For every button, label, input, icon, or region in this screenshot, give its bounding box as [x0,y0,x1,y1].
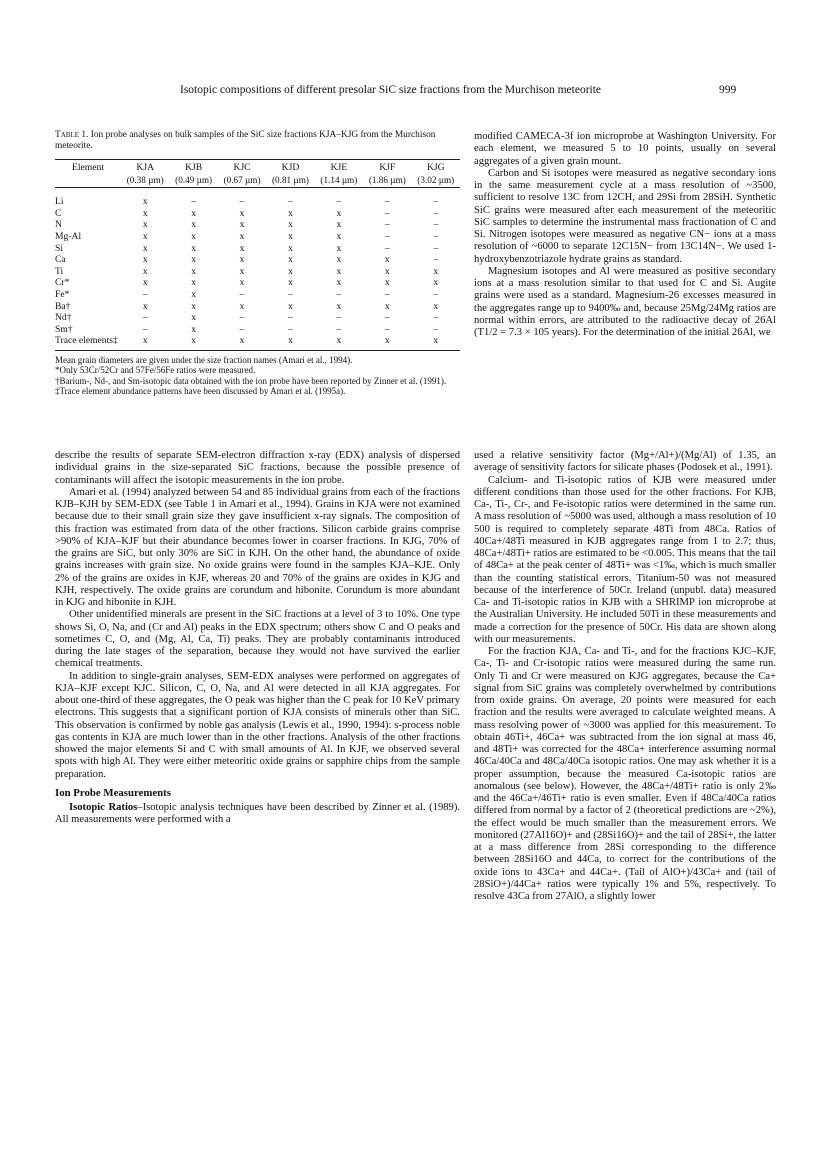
running-head [0,84,829,98]
table-cell: x [266,335,314,350]
table-cell: x [191,254,197,266]
col-kjc: KJC [218,160,266,175]
running-title: Isotopic compositions of different presolar SiC size fractions from the Murchison meteorite [180,84,602,96]
table-1 [55,130,460,396]
table-cell: x [121,335,169,350]
table-cell: – [384,231,390,243]
table-cell: x [142,254,148,266]
table-cell: x [288,207,293,219]
paragraph: For the fraction KJA, Ca- and Ti-, and for the fractions KJC–KJF, Ca-, Ti- and Cr-isotopic ratios were measured during the same run. Only Ti and Cr were measured on KJG aggregates, because the Ca+ signal from SiC grains was completely overwhelmed by contributions from oxide grains. On average, 20 points were measured for each fraction and the results were averaged to calculate weighted means. A mass resolving power of ~3000 was applied for this measurement. To obtain 46Ti+, 46Ca+ was subtracted from the ion signal at mass 46, and 48Ti+ was corrected for the 48Ca+ interference assuming normal 46Ca/40Ca and 48Ca/40Ca isotopic ratios. One may ask whether it is a proper assumption, because the measured Ca-isotopic ratios are anomalous (see below). However, the 48Ca+/48Ti+ ratio is only 2‰ and the 46Ca+/46Ti+ ratio is even smaller. Even if 48Ca/40Ca ratios differed from normal by a factor of 2 (theoretical predictions are ~2%), the effect would be much smaller than the measurement errors. We monitored (27Al16O)+ and (28Si16O)+ and the tail of 28Si+, the latter at a mass difference from 28Si corresponding to the difference between 28Si16O and 44Ca, to correct for the contributions of the oxide ions to 43Ca+ and 44Ca+. (Tail of AlO+)/43Ca+ and (tail of 28SiO+)/44Ca+ ratios were typically 1% and 5%, respectively. To resolve 43Ca from 27AlO, a slightly lower [474,646,776,902]
table-cell: – [142,323,148,335]
col-kjg: KJG [412,160,460,175]
table-cell: x [191,207,197,219]
table-row [55,289,460,301]
table-cell: – [384,289,390,301]
table-cell: x [288,265,293,277]
col-kjb: KJB [169,160,217,175]
paragraph-text: –Isotopic analysis techniques have been described by Zinner et al. (1989). All measurements were performed with a [55,802,461,826]
table-cell: – [288,196,293,208]
table-cell: – [384,219,390,231]
col-size: (0.81 µm) [266,174,314,188]
table-cell: x [384,265,390,277]
col-size: (1.14 µm) [315,174,363,188]
table-cell: x [288,231,293,243]
row-element: C [55,207,62,219]
col-kja: KJA [121,160,169,175]
right-column-top [474,131,776,339]
table-row [55,231,460,243]
col-size: (0.67 µm) [218,174,266,188]
section-heading: Ion Probe Measurements [55,786,171,799]
table-row [55,254,460,266]
table-row [55,242,460,254]
table-cell: x [336,219,342,231]
paragraph [55,802,460,827]
table-cell: – [433,196,439,208]
table-cell: x [433,265,439,277]
table-cell: x [191,219,197,231]
table-cell: – [384,323,390,335]
left-column [55,450,460,827]
table-cell: x [336,277,342,289]
table-cell: x [191,265,197,277]
table-cell: x [239,265,245,277]
table-cell: x [142,242,148,254]
table-cell: x [191,289,197,301]
paragraph: Magnesium isotopes and Al were measured as positive secondary ions at a mass resolution similar to that used for C and Si. Augite grains were used as a standard. Magnesium-26 excesses measured in the aggregates range up to 9400‰ and, because 25Mg/24Mg ratios are normal within errors, are attributed to the radioactive decay of 26Al (T1/2 = 7.3 × 105 years). For the determination of the initial 26Al, we [474,265,776,338]
table-caption-text: Ion probe analyses on bulk samples of the SiC size fractions KJA–KJG from the Murchison meteorite. [55,130,436,151]
col-kjf: KJF [363,160,411,175]
table-note: †Barium-, Nd-, and Sm-isotopic data obtained with the ion probe have been reported by Zinner et al. (1991). [55,375,447,386]
table-cell: x [142,207,148,219]
table-cell: – [239,196,245,208]
table-cell: – [433,231,439,243]
table-row [55,300,460,312]
table-cell: x [288,219,293,231]
col-size: (0.49 µm) [169,174,217,188]
table-cell: x [363,335,411,350]
table-cell: x [288,242,293,254]
table-cell: – [433,323,439,335]
table-label: Table 1. [55,130,89,140]
row-element: Trace elements‡ [55,335,121,350]
table-cell: x [433,277,439,289]
table-cell: x [384,254,390,266]
col-size: (1.86 µm) [363,174,411,188]
table-cell: x [191,323,197,335]
table-cell: x [239,300,245,312]
table-cell: x [384,300,390,312]
table-cell: – [191,196,197,208]
table-cell: – [433,207,439,219]
table-cell: x [412,335,460,350]
table-cell: – [384,242,390,254]
table-cell: – [288,312,293,324]
row-element: Fe* [55,289,70,301]
table-cell: x [239,219,245,231]
table-cell: x [191,231,197,243]
paragraph: Other unidentified minerals are present in the SiC fractions at a level of 3 to 10%. One type shows Si, O, Na, and (Cr and Al) peaks in the EDX spectrum; others show C and O peaks and sometimes C, O, and (Mg, Al, Ca, Ti) peaks. They are probably contaminants introduced during the late stages of the separation, because they would not have survived the earlier chemical treatments. [55,609,460,670]
table-cell: x [142,300,148,312]
table-cell: x [142,196,148,208]
table-cell: – [433,289,439,301]
table-cell: x [142,231,148,243]
row-element: Cr* [55,277,70,289]
table-row [55,277,460,289]
table-cell: x [142,277,148,289]
table-cell: x [191,300,197,312]
table-cell: – [288,289,293,301]
table-cell: – [384,196,390,208]
table-row [55,219,460,231]
table-cell: x [384,277,390,289]
paragraph: describe the results of separate SEM-electron diffraction x-ray (EDX) analysis of dispersed individual grains in the size-separated SiC fractions, because the possible presence of contaminants will affect the isotopic measurements in the ion probe. [55,450,460,486]
table-cell: x [315,335,363,350]
table-cell: x [336,254,342,266]
table-cell: x [336,300,342,312]
table-cell: x [142,265,148,277]
table-cell: x [336,242,342,254]
paragraph: In addition to single-grain analyses, SEM-EDX analyses were performed on aggregates of KJA–KJF except KJC. Silicon, C, O, Na, and Al were detected in all KJA aggregates. For about one-third of these aggregates, the O peak was higher than the C peak for 10 KeV primary electrons. This suggests that a significant portion of KJA consists of minerals other than SiC. This observation is confirmed by noble gas analysis (Lewis et al., 1990, 1994): s-process noble gas contents in KJA are much lower than in the other fractions. Analysis of the other fractions showed the major elements Si and C with small amounts of Al. In KJF, we observed several spots with high Al. They were either meteoritic oxide grains or sapphire chips from the sample preparation. [55,670,460,780]
paragraph: Amari et al. (1994) analyzed between 54 and 85 individual grains from each of the fractions KJB–KJH by SEM-EDX (see Table 1 in Amari et al., 1994). Grains in KJA were not examined because due to their small grain size they gave insufficient x-ray signals. The composition of this fraction was estimated from data of the other fractions. Silicon carbide grains comprise >90% of KJA–KJF but their abundance becomes lower in coarser fractions. In KJG, 70% of the grains are SiC, but only 30% are SiC in KJH. On the other hand, the abundance of oxide grains increases with grain size. No oxide grains were found in the samples KJA–KJE. Only 2% of the grains are oxides in KJF, whereas 20 and 70% of the grains are oxides in KJG and KJH, respectively. The oxide grains are corundum and hibonite. Corundum is more abundant in KJG and hibonite in KJH. [55,486,460,608]
table-caption [55,130,460,152]
row-element: Mg-Al [55,231,82,243]
table-note: Mean grain diameters are given under the size fraction names (Amari et al., 1994). [55,354,353,365]
subsection-lead: Isotopic Ratios [69,802,138,813]
row-element: Ti [55,265,64,277]
paragraph: Carbon and Si isotopes were measured as negative secondary ions in the same measurement cycle at a mass resolution of ~3500, sufficient to resolve 13C from 12CH, and 29Si from 28SiH. Synthetic SiC grains were measured after each measurement of the meteoritic SiC samples to determine the instrumental mass fractionation of C and Si. Nitrogen isotopes were measured as negative CN− ions at a mass resolution of ~6000 to separate 12C15N− from 13C14N−. We used 1-hydroxybenzotriazole hydrate grains as standard. [474,167,776,265]
table-cell: – [336,196,342,208]
col-size: (0.38 µm) [121,174,169,188]
paragraph: used a relative sensitivity factor (Mg+/Al+)/(Mg/Al) of 1.35, an average of sensitivity factors for silicate phases (Podosek et al., 1991). [474,450,776,474]
paragraph: modified CAMECA-3f ion microprobe at Washington University. For each element, we measured 5 to 10 points, usually on several aggregates of a given grain mount. [474,131,776,167]
row-element: Ca [55,254,66,266]
table-cell: – [239,323,245,335]
table-cell: x [239,242,245,254]
table-cell: x [336,265,342,277]
table-cell: – [336,312,342,324]
table-cell: – [142,312,148,324]
table-cell: x [169,335,217,350]
table-cell: x [191,312,197,324]
table-body [55,188,460,351]
table-cell: x [336,207,342,219]
table-cell: – [239,289,245,301]
table-cell: x [218,335,266,350]
table-row [55,312,460,324]
table-cell: x [288,300,293,312]
row-element: Nd† [55,312,72,324]
table-cell: – [433,219,439,231]
table-row [55,335,460,350]
table-cell: – [142,289,148,301]
table-cell: x [288,254,293,266]
table-row [55,188,460,208]
table-note: ‡Trace element abundance patterns have been discussed by Amari et al. (1995a). [55,385,346,396]
right-column-bottom [474,450,776,903]
table-cell: – [288,323,293,335]
table-cell: – [384,312,390,324]
table-row [55,266,460,278]
table-cell: x [191,277,197,289]
table-cell: – [336,323,342,335]
table-cell: x [239,231,245,243]
table-cell: – [433,312,439,324]
row-element: N [55,219,62,231]
table-cell: – [433,242,439,254]
row-element: Ba† [55,300,71,312]
table-cell: x [142,219,148,231]
table-row [55,208,460,220]
table-cell: x [336,231,342,243]
table-row [55,324,460,336]
table-cell: – [239,312,245,324]
table-cell: – [384,207,390,219]
row-element: Li [55,196,64,208]
table-cell: x [239,207,245,219]
element-header: Element [55,160,121,175]
table-note: *Only 53Cr/52Cr and 57Fe/56Fe ratios were measured. [55,365,256,376]
row-element: Sm† [55,323,73,335]
table-notes [55,355,460,397]
col-size: (3.02 µm) [412,174,460,188]
row-element: Si [55,242,64,254]
col-kje: KJE [315,160,363,175]
table-cell: – [433,254,439,266]
col-kjd: KJD [266,160,314,175]
isotope-table [55,159,460,351]
page-number: 999 [719,84,737,96]
table-cell: x [239,277,245,289]
table-cell: x [191,242,197,254]
table-cell: – [336,289,342,301]
table-cell: x [433,300,439,312]
paragraph: Calcium- and Ti-isotopic ratios of KJB were measured under different conditions than those used for the other fractions. For KJB, Ca-, Ti-, Cr-, and Fe-isotopic ratios were determined in the same run. A mass resolution of ~5000 was used, although a mass resolution of 10 500 is required to completely separate 48Ti from 48Ca. Ratios of 40Ca+/48Ti measured in KJB aggregates range from 1 to 2.7; thus, 48Ca+/48Ti+ ratios are estimated to be <0.005. This means that the tail of 48Ca+ at the peak center of 48Ti+ was <1‰, which is much smaller than the counting statistical errors. Titanium-50 was not measured because of the interference of 50Cr. Ireland (unpubl. data) measured Ca- and Ti-isotopic ratios in KJB with a SHRIMP ion microprobe at the Australian University. He included 50Ti in these measurements and made a correction for the presence of 50Cr. His data are shown along with our measurements. [474,474,776,645]
table-cell: x [288,277,293,289]
table-cell: x [239,254,245,266]
